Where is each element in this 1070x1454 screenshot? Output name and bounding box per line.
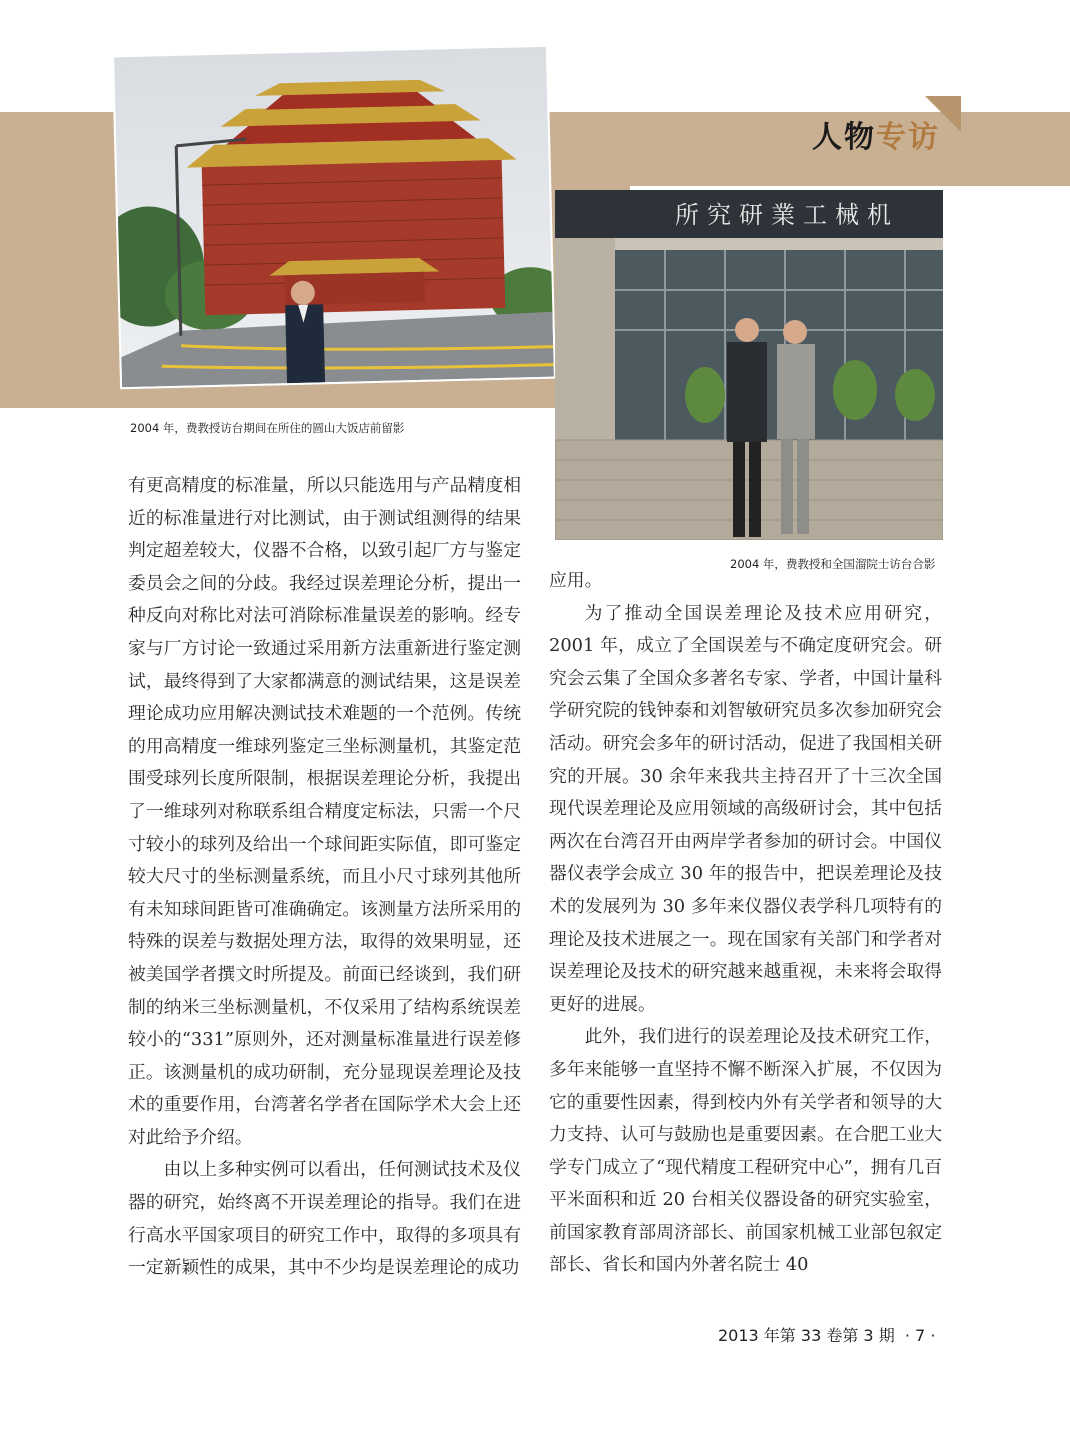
page-number: · 7 ·	[904, 1326, 936, 1345]
institute-illustration	[555, 190, 943, 540]
paragraph: 由以上多种实例可以看出，任何测试技术及仪器的研究，始终离不开误差理论的指导。我们在进行高水平国家项目的研究工作中，取得的多项具有一定新颖性的成果，其中不少均是误差理论的成功	[128, 1159, 521, 1279]
paragraph: 有更高精度的标准量，所以只能选用与产品精度相近的标准量进行对比测试，由于测试组测得的结果判定超差较大，仪器不合格，以致引起厂方与鉴定委员会之间的分歧。我经过误差理论分析，提出一种反向对称比对法可消除标准量误差的影响。经专家与厂方讨论一致通过采用新方法重新进行鉴定测试，最终得到了大家都满意的测试结果，这是误差理论成功应用解决测试技术难题的一个范例。传统的用高精度一维球列鉴定三坐标测量机，其鉴定范围受球列长度所限制，根据误差理论分析，我提出了一维球列对称联系组合精度定标法，只需一个尺寸较小的球列及给出一个球间距实际值，即可鉴定较大尺寸的坐标测量系统，而且小尺寸球列其他所有未知球间距皆可准确确定。该测量方法所采用的特殊的误差与数据处理方法，取得的效果明显，还被美国学者撰文时所提及。前面已经谈到，我们研制的纳米三坐标测量机，不仅采用了结构系统误差较小的“331”原则外，还对测量标准量进行误差修正。该测量机的成功研制，充分显现误差理论及技术的重要作用，台湾著名学者在国际学术大会上还对此给予介绍。	[128, 475, 521, 1148]
header-band-right-lower	[970, 176, 1070, 186]
page-footer	[718, 1323, 935, 1346]
issue-info: 2013 年第 33 卷第 3 期	[718, 1326, 895, 1345]
photo-grand-hotel	[114, 47, 554, 387]
section-title-part1: 人物	[812, 120, 876, 155]
paragraph: 应用。	[549, 570, 603, 591]
section-title	[812, 112, 940, 156]
paragraph: 为了推动全国误差理论及技术应用研究，2001 年，成立了全国误差与不确定度研究会。研究会云集了全国众多著名专家、学者，中国计量科学研究院的钱钟泰和刘智敏研究员多次参加研究会活动。研究会多年的研讨活动，促进了我国相关研究的开展。30 余年来我共主持召开了十三次全国现代误差理论及应用领域的高级研讨会，其中包括两次在台湾召开由两岸学者参加的研讨会。中国仪器仪表学会成立 30 年的报告中，把误差理论及技术的发展列为 30 多年来仪器仪表学科几项特有的理论及技术进展之一。现在国家有关部门和学者对误差理论及技术的研究越来越重视，未来将会取得更好的进展。	[549, 602, 942, 1015]
article-column-left	[128, 470, 521, 1285]
grand-hotel-illustration	[114, 47, 554, 387]
photo-caption-2: 2004 年，费教授和全国溜院士访台合影	[730, 557, 936, 571]
institute-sign-text: 所究研業工械机	[675, 201, 899, 229]
photo-caption-1: 2004 年，费教授访台期间在所住的圆山大饭店前留影	[130, 421, 405, 435]
article-column-right	[549, 565, 942, 1282]
paragraph: 此外，我们进行的误差理论及技术研究工作，多年来能够一直坚持不懈不断深入扩展，不仅因为它的重要性因素，得到校内外有关学者和领导的大力支持、认可与鼓励也是重要因素。在合肥工业大学专门成立了“现代精度工程研究中心”，拥有几百平米面积和近 20 台相关仪器设备的研究实验室，前国家教育部周济部长、前国家机械工业部包叙定部长、省长和国内外著名院士 40	[549, 1026, 942, 1276]
section-title-part2: 专访	[876, 120, 940, 155]
photo-institute-visit	[555, 190, 943, 540]
